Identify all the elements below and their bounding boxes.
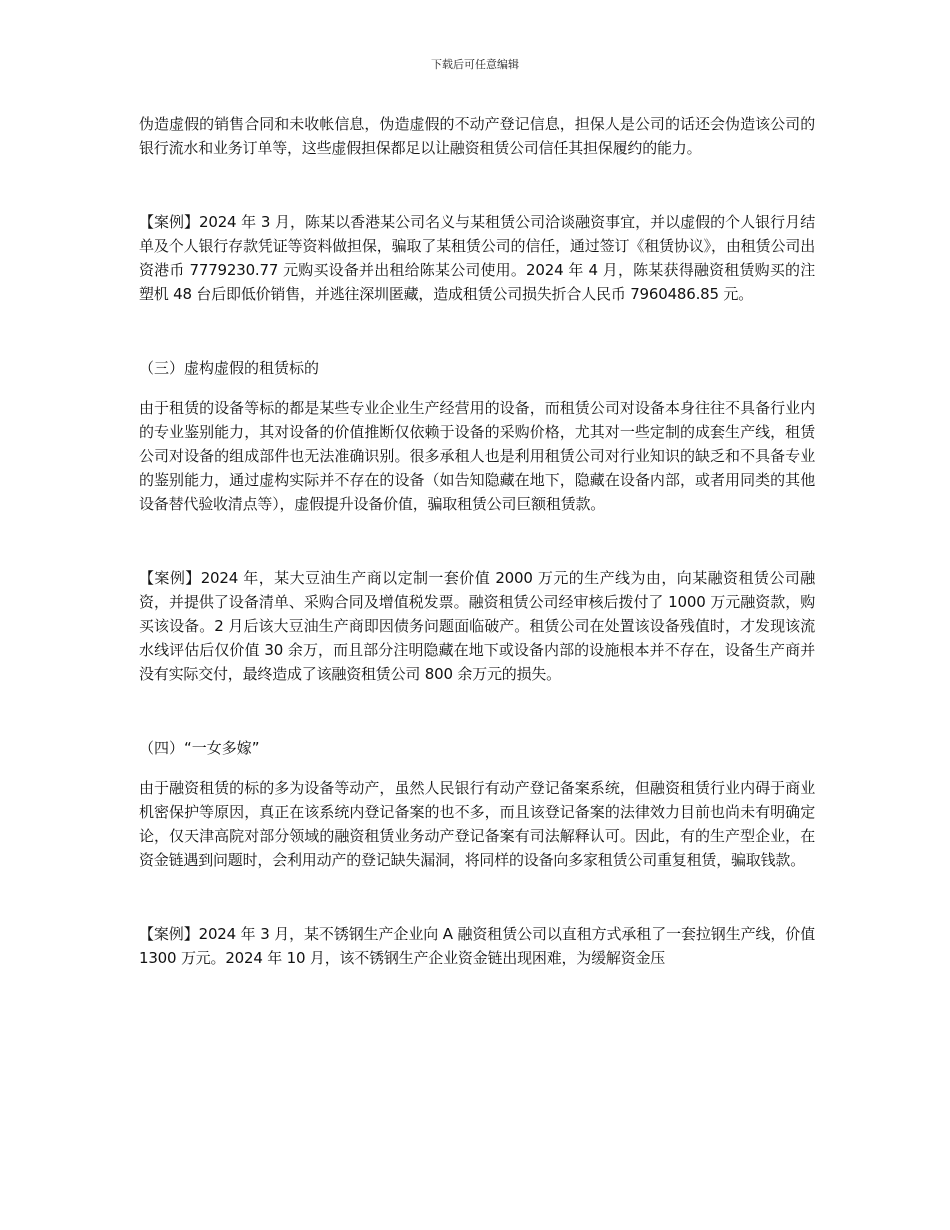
paragraph-multiple-lease: 由于融资租赁的标的多为设备等动产，虽然人民银行有动产登记备案系统，但融资租赁行业内碍于商业机密保护等原因，真正在该系统内登记备案的也不多，而且该登记备案的法律效力目前也尚未有明确定论，仅天津高院对部分领域的融资租赁业务动产登记备案有司法解释认可。因此，有的生产型企业，在资金链遇到问题时，会利用动产的登记缺失漏洞，将同样的设备向多家租赁公司重复租赁，骗取钱款。 (139, 779, 815, 869)
document-body (139, 112, 815, 970)
paragraph-fake-guarantee: 伪造虚假的销售合同和未收帐信息，伪造虚假的不动产登记信息，担保人是公司的话还会伪造该公司的银行流水和业务订单等，这些虚假担保都足以让融资租赁公司信任其担保履约的能力。 (139, 115, 815, 157)
paragraph-case-soybean: 【案例】2024 年，某大豆油生产商以定制一套价值 2000 万元的生产线为由，向某融资租赁公司融资，并提供了设备清单、采购合同及增值税发票。融资租赁公司经审核后拨付了 1000 万元融资款，购买该设备。2 月后该大豆油生产商即因债务问题面临破产。租赁公司在处置该设备残值时，才发现该流水线评估后仅价值 30 余万，而且部分注明隐藏在地下或设备内部的设施根本并不存在，设备生产商并没有实际交付，最终造成了该融资租赁公司 800 余万元的损失。 (139, 569, 815, 683)
paragraph-case-chen: 【案例】2024 年 3 月，陈某以香港某公司名义与某租赁公司洽谈融资事宜，并以虚假的个人银行月结单及个人银行存款凭证等资料做担保，骗取了某租赁公司的信任，通过签订《租赁协议》，由租赁公司出资港币 7779230.77 元购买设备并出租给陈某公司使用。2024 年 4 月，陈某获得融资租赁购买的注塑机 48 台后即低价销售，并逃往深圳匿藏，造成租赁公司损失折合人民币 7960486.85 元。 (139, 213, 815, 303)
paragraph-case-steel: 【案例】2024 年 3 月，某不锈钢生产企业向 A 融资租赁公司以直租方式承租了一套拉钢生产线，价值 1300 万元。2024 年 10 月，该不锈钢生产企业资金链出现困难，为缓解资金压 (139, 925, 815, 967)
page-header: 下载后可任意编辑 (431, 58, 519, 71)
paragraph-fake-asset: 由于租赁的设备等标的都是某些专业企业生产经营用的设备，而租赁公司对设备本身往往不具备行业内的专业鉴别能力，其对设备的价值推断仅依赖于设备的采购价格，尤其对一些定制的成套生产线，租赁公司对设备的组成部件也无法准确识别。很多承租人也是利用租赁公司对行业知识的缺乏和不具备专业的鉴别能力，通过虚构实际并不存在的设备（如告知隐藏在地下，隐藏在设备内部，或者用同类的其他设备替代验收清点等），虚假提升设备价值，骗取租赁公司巨额租赁款。 (139, 399, 815, 513)
section-heading-4: （四）“一女多嫁” (139, 739, 260, 757)
section-heading-3: （三）虚构虚假的租赁标的 (139, 359, 320, 377)
